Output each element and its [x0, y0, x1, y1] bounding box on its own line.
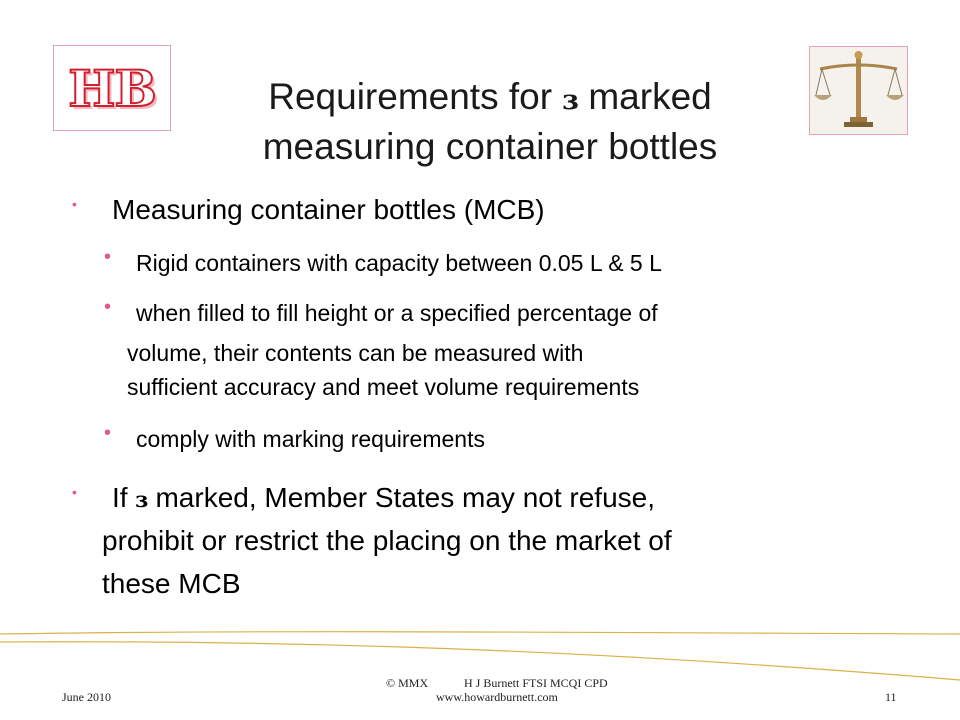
footer-copyright: © MMX — [386, 676, 429, 690]
footer-website: www.howardburnett.com — [436, 690, 558, 704]
bullet-3-line-2: volume, their contents can be measured with — [127, 340, 584, 366]
bullet-dot: • — [104, 422, 112, 444]
title-line-2: measuring container bottles — [262, 126, 718, 167]
e-mark: ɜ — [562, 83, 579, 116]
bullet-dot: • — [104, 246, 112, 268]
footer-page-number: 11 — [885, 690, 897, 704]
bullet-dot: • — [104, 296, 112, 318]
bullet-5-line-1: If ɜ marked, Member States may not refuse, — [112, 482, 656, 513]
title-line-1: Requirements for ɜ marked — [268, 76, 712, 117]
footer-date: June 2010 — [62, 690, 111, 704]
bullet-3-line-3: sufficient accuracy and meet volume requirements — [127, 374, 640, 400]
bullet-3-line-1: when filled to fill height or a specified percentage of — [136, 300, 658, 326]
bullet-5-line-3: these MCB — [102, 568, 241, 599]
bullet-5-line-2: prohibit or restrict the placing on the market of — [102, 525, 672, 556]
footer-author: H J Burnett FTSI MCQI CPD — [464, 676, 608, 690]
bullet-4: comply with marking requirements — [136, 426, 485, 452]
bullet-dot: • — [72, 484, 77, 500]
bullet-2: Rigid containers with capacity between 0.05 L & 5 L — [136, 250, 662, 276]
e-mark: ɜ — [135, 487, 148, 513]
bullet-dot: • — [72, 196, 77, 212]
logo-text: HB — [68, 58, 156, 118]
bullet-1: Measuring container bottles (MCB) — [112, 194, 545, 225]
